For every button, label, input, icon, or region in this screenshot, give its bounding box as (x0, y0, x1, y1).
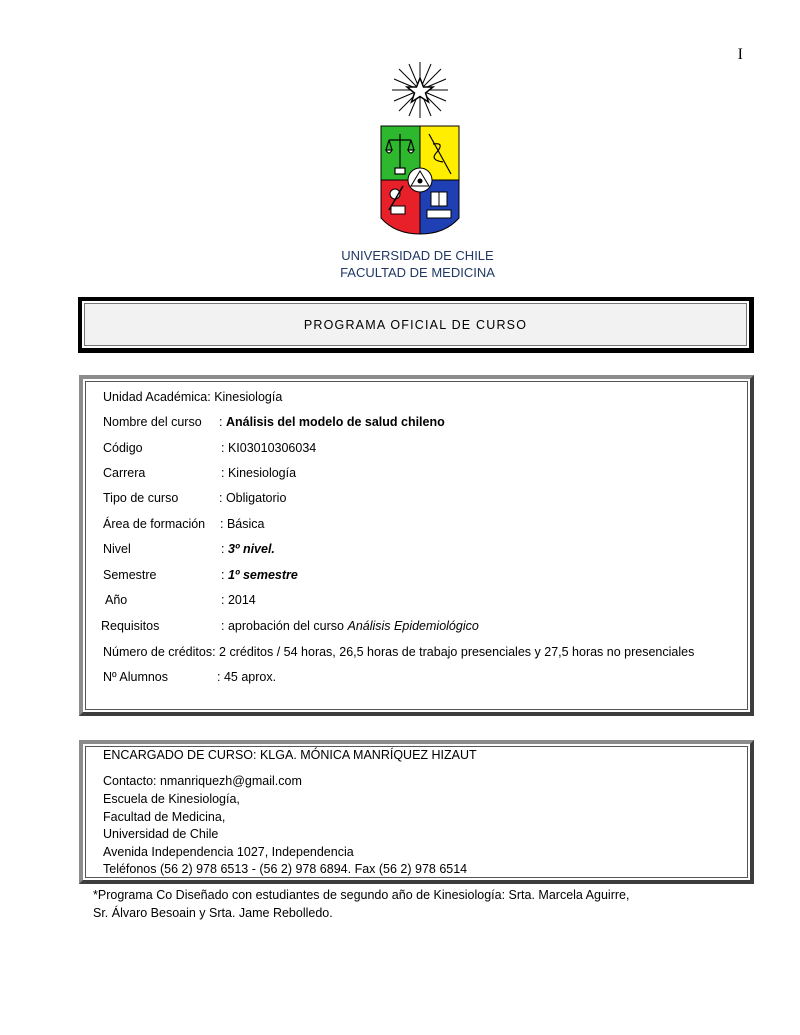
tipo-value: Obligatorio (225, 491, 287, 505)
title-box (78, 297, 754, 353)
area-label: Área de formación (103, 517, 206, 531)
contact-address: Avenida Independencia 1027, Independencia (103, 845, 354, 859)
alumnos-label: Nº Alumnos (103, 670, 169, 684)
university-crest-icon (379, 60, 461, 236)
requisitos-label: Requisitos (101, 619, 160, 633)
row-requisitos: Requisitos : aprobación del curso Análisis Epidemiológico (101, 619, 479, 633)
requisitos-value: aprobación del curso (227, 619, 344, 633)
creditos-label: Número de créditos: (103, 645, 216, 659)
codigo-value: KI03010306034 (227, 441, 317, 455)
row-nivel: Nivel : 3º nivel. (103, 542, 275, 556)
contact-university: Universidad de Chile (103, 827, 219, 841)
footnote-line-1: *Programa Co Diseñado con estudiantes de segundo año de Kinesiología: Srta. Marcela Aguirre, (93, 888, 630, 902)
unidad-value: Kinesiología (214, 390, 283, 404)
carrera-label: Carrera (103, 466, 146, 480)
anio-label: Año (105, 593, 128, 607)
faculty-name: FACULTAD DE MEDICINA (340, 265, 495, 280)
row-creditos (103, 645, 694, 659)
requisitos-course: Análisis Epidemiológico (347, 619, 479, 633)
row-anio: Año : 2014 (105, 593, 256, 607)
codigo-label: Código (103, 441, 143, 455)
anio-value: 2014 (227, 593, 256, 607)
contact-email: Contacto: nmanriquezh@gmail.com (103, 774, 302, 788)
page-number: I (737, 46, 743, 63)
contact-school: Escuela de Kinesiología, (103, 792, 240, 806)
unidad-label: Unidad Académica: (103, 390, 211, 404)
row-semestre: Semestre : 1º semestre (103, 568, 298, 582)
nombre-value: Análisis del modelo de salud chileno (225, 415, 445, 429)
footnote-line-2: Sr. Álvaro Besoain y Srta. Jame Rebolledo. (93, 906, 333, 920)
semestre-label: Semestre (103, 568, 157, 582)
carrera-value: Kinesiología (227, 466, 297, 480)
document-title: PROGRAMA OFICIAL DE CURSO (84, 303, 747, 346)
row-area: Área de formación : Básica (103, 517, 265, 531)
semestre-value: 1º semestre (227, 568, 298, 582)
nombre-label: Nombre del curso (103, 415, 202, 429)
contact-faculty: Facultad de Medicina, (103, 810, 226, 824)
row-unidad (103, 390, 282, 404)
alumnos-value: 45 aprox. (223, 670, 277, 684)
encargado-line: ENCARGADO DE CURSO: KLGA. MÓNICA MANRÍQUEZ HIZAUT (103, 748, 477, 762)
nivel-value: 3º nivel. (227, 542, 275, 556)
row-carrera: Carrera : Kinesiología (103, 466, 297, 480)
row-codigo: Código : KI03010306034 (103, 441, 317, 455)
nivel-label: Nivel (103, 542, 131, 556)
row-alumnos: Nº Alumnos : 45 aprox. (103, 670, 277, 684)
university-name: UNIVERSIDAD DE CHILE (341, 248, 494, 263)
contact-phones: Teléfonos (56 2) 978 6513 - (56 2) 978 6894. Fax (56 2) 978 6514 (103, 862, 468, 876)
row-nombre: Nombre del curso : Análisis del modelo de salud chileno (103, 415, 445, 429)
area-value: Básica (226, 517, 265, 531)
row-tipo: Tipo de curso : Obligatorio (103, 491, 287, 505)
tipo-label: Tipo de curso (103, 491, 179, 505)
creditos-value: 2 créditos / 54 horas, 26,5 horas de trabajo presenciales y 27,5 horas no presenciales (219, 645, 695, 659)
